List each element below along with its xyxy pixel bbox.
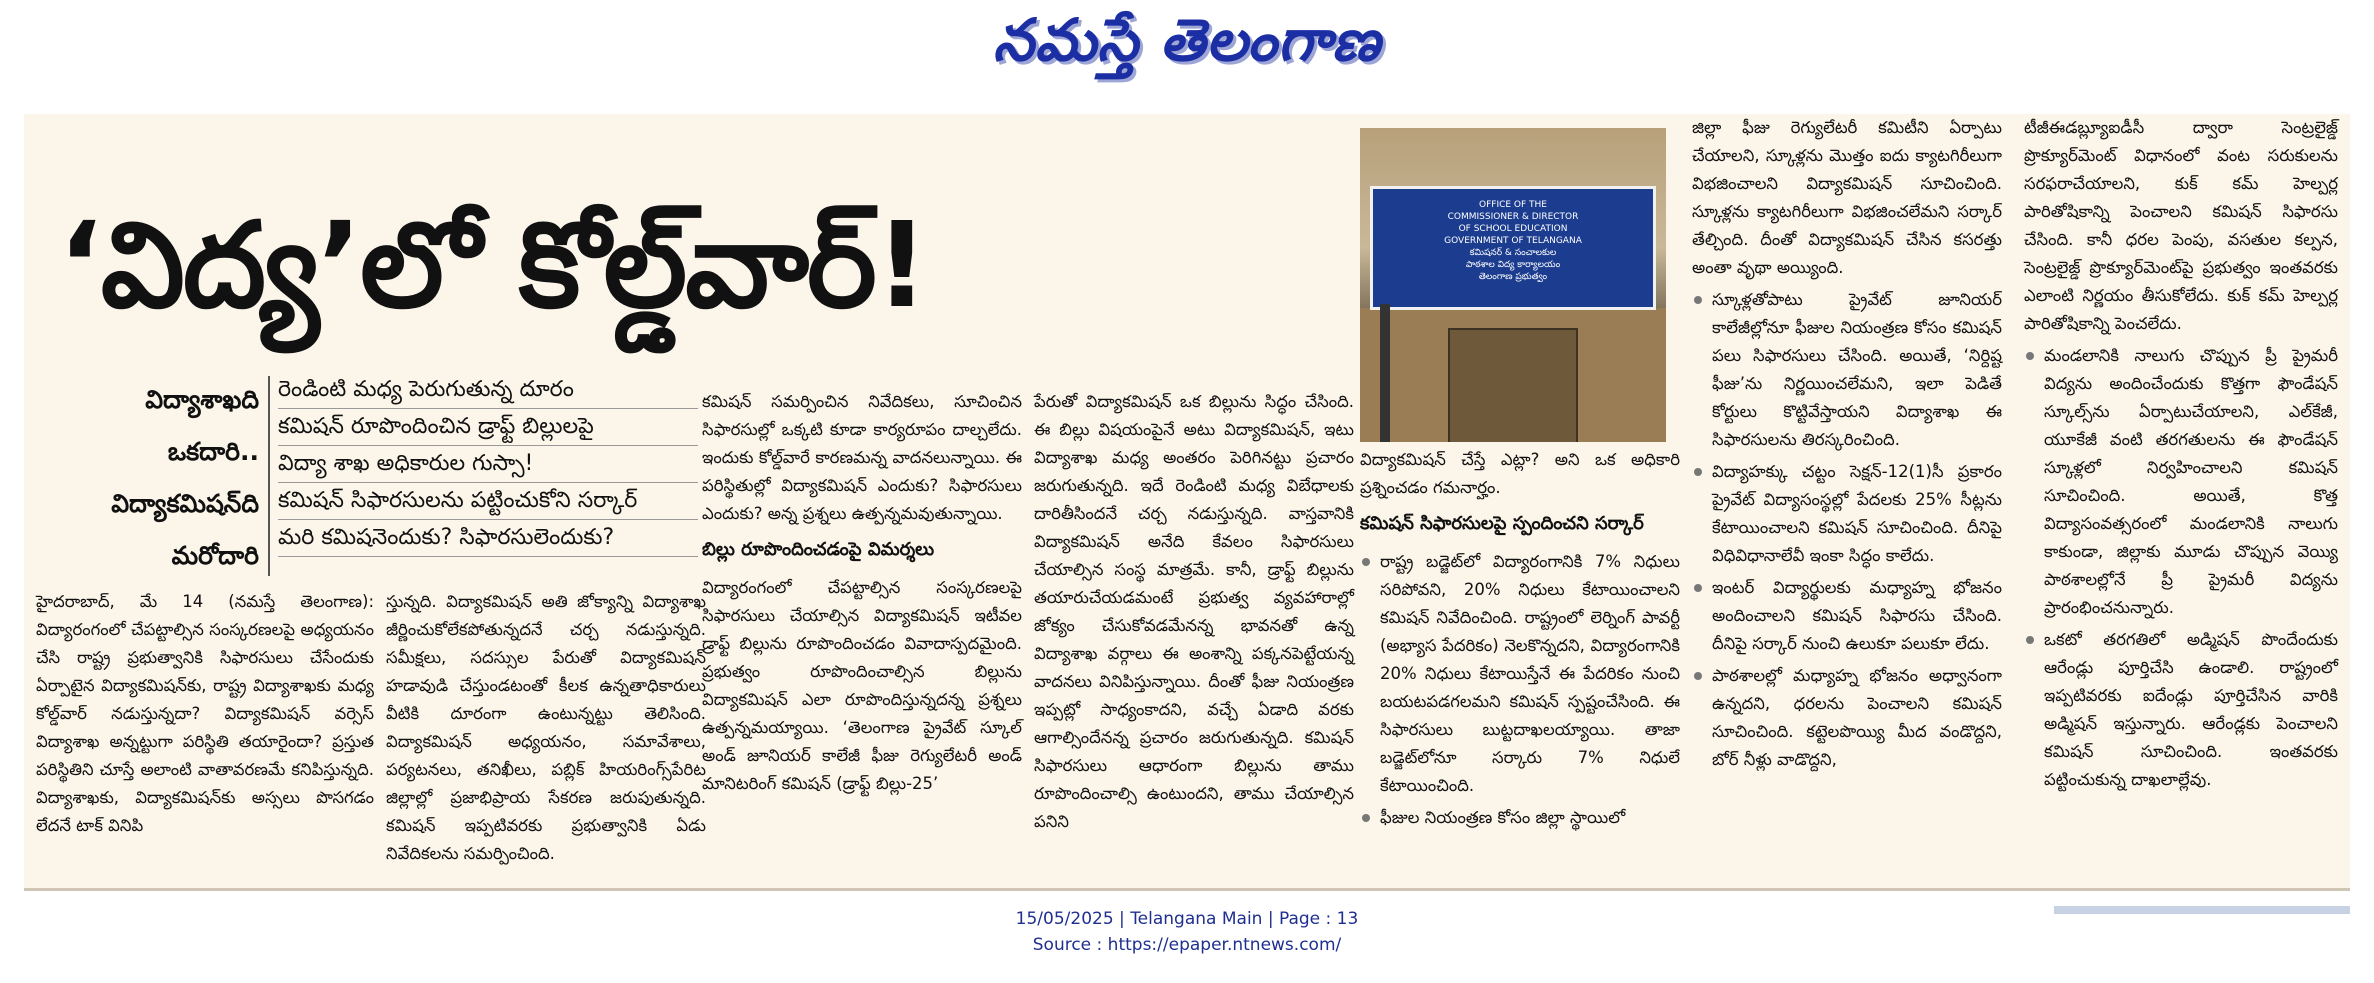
- bullet-point: ఫీజుల నియంత్రణ కోసం జిల్లా స్థాయిలో: [1360, 804, 1680, 832]
- footer-date-page: 15/05/2025 | Telangana Main | Page : 13: [1015, 909, 1359, 929]
- kicker-line: ఒకదారి..: [167, 437, 259, 466]
- article-column-3: [702, 388, 1022, 802]
- bullet-point: ఇంటర్ విద్యార్థులకు మధ్యాహ్న భోజనం అందించాలని కమిషన్ సిఫారసు చేసింది. దీనిపై సర్కార్ నుంచి ఉలుకూ పలుకూ లేదు.: [1692, 574, 2002, 658]
- photo-post: [1380, 304, 1390, 442]
- sign-text: కమిషనర్ & సంచాలకుల: [1469, 248, 1557, 258]
- bullet-point: రాష్ట్ర బడ్జెట్‌లో విద్యారంగానికి 7% నిధులు సరిపోవని, 20% నిధులు కేటాయించాలని కమిషన్ నివేదించింది. రాష్ట్రంలో లెర్నింగ్ పావర్టీ (అభ్యాస పేదరికం) నెలకొన్నదని, విద్యారంగానికి 20% నిధులు కేటాయిస్తేనే ఈ పేదరికం నుంచి బయటపడగలమని కమిషన్ స్పష్టంచేసింది. ఈ సిఫారసులు బుట్టదాఖలయ్యాయి. తాజా బడ్జెట్‌లోనూ సర్కారు 7% నిధులే కేటాయించింది.: [1360, 548, 1680, 800]
- article-paragraph: జిల్లా ఫీజు రెగ్యులేటరీ కమిటీని ఏర్పాటు చేయాలని, స్కూళ్లను మొత్తం ఐదు క్యాటగిరీలుగా విభజించాలని విద్యాకమిషన్ సూచించింది. స్కూళ్లను క్యాటగిరీలుగా విభజించలేమని సర్కార్ తేల్చింది. దీంతో విద్యాకమిషన్ చేసిన కసరత్తు అంతా వృథా అయ్యింది.: [1692, 118, 2002, 277]
- photo-door: [1448, 328, 1578, 442]
- subhead: కమిషన్ సిఫారసులను పట్టించుకోని సర్కార్: [278, 483, 698, 520]
- news-clipping: [24, 114, 2350, 891]
- subhead: కమిషన్ రూపొందించిన డ్రాఫ్ట్ బిల్లులపై: [278, 409, 698, 446]
- footer: [0, 906, 2374, 958]
- article-paragraph: టీజీఈడబ్ల్యూఐడీసీ ద్వారా సెంట్రలైజ్డ్ ప్రొక్యూర్‌మెంట్ విధానంలో వంట సరుకులను సరఫరాచేయాలని, కుక్ కమ్ హెల్పర్ల పారితోషికాన్ని పెంచాలని కమిషన్ సిఫారసు చేసింది. కానీ ధరల పెంపు, వసతుల కల్పన, సెంట్రలైజ్డ్ ప్రొక్యూర్‌మెంట్‌పై ప్రభుత్వం ఇంతవరకు ఎలాంటి నిర్ణయం తీసుకోలేదు. కుక్ కమ్ హెల్పర్ల పారితోషికాన్ని పెంచలేదు.: [2024, 118, 2338, 333]
- masthead: [0, 0, 2374, 112]
- subhead: విద్యా శాఖ అధికారుల గుస్సా!: [278, 446, 698, 483]
- subhead: మరి కమిషనెందుకు? సిఫారసులెందుకు?: [278, 520, 698, 557]
- article-column-1: [36, 588, 374, 844]
- section-heading: కమిషన్ సిఫారసులపై స్పందించని సర్కార్: [1360, 513, 1644, 534]
- subheads: [278, 372, 698, 557]
- headline: ‘విద్య’లో కోల్డ్‌వార్!: [58, 196, 927, 334]
- sign-text: OF SCHOOL EDUCATION: [1458, 224, 1568, 234]
- bullet-point: స్కూళ్లతోపాటు ప్రైవేట్ జూనియర్ కాలేజీల్లోనూ ఫీజుల నియంత్రణ కోసం కమిషన్ పలు సిఫారసులు చేసింది. అయితే, ‘నిర్దిష్ట ఫీజు’ను నిర్ణయించలేమని, ఇలా పెడితే కోర్టులు కొట్టివేస్తాయని విద్యాశాఖ ఈ సిఫారసులను తిరస్కరించింది.: [1692, 286, 2002, 454]
- sign-text: COMMISSIONER & DIRECTOR: [1447, 212, 1579, 222]
- bullet-point: విద్యాహక్కు చట్టం సెక్షన్-12(1)సీ ప్రకారం ప్రైవేట్ విద్యాసంస్థల్లో పేదలకు 25% సీట్లను కేటాయించాలని కమిషన్ సూచించింది. దీనిపై విధివిధానాలేవీ ఇంకా సిద్ధం కాలేదు.: [1692, 458, 2002, 570]
- article-paragraph: స్తున్నది. విద్యాకమిషన్ అతి జోక్యాన్ని విద్యాశాఖ జీర్ణించుకోలేకపోతున్నదనే చర్చ నడుస్తున్నది. సమీక్షలు, సదస్సుల పేరుతో విద్యాకమిషన్ హడావుడి చేస్తుండటంతో కీలక ఉన్నతాధికారులు వీటికి దూరంగా ఉంటున్నట్టు తెలిసింది. విద్యాకమిషన్ అధ్యయనం, సమావేశాలు, పర్యటనలు, తనిఖీలు, పబ్లిక్ హియరింగ్స్‌పేరిట జిల్లాల్లో ప్రజాభిప్రాయ సేకరణ జరుపుతున్నది. కమిషన్ ఇప్పటివరకు ప్రభుత్వానికి ఏడు నివేదికలను సమర్పించింది.: [386, 592, 706, 863]
- article-paragraph: హైదరాబాద్, మే 14 (నమస్తే తెలంగాణ): విద్యారంగంలో చేపట్టాల్సిన సంస్కరణలపై అధ్యయనం చేసి రాష్ట్ర ప్రభుత్వానికి సిఫారసులు చేసేందుకు ఏర్పాటైన విద్యాకమిషన్‌కు, రాష్ట్ర విద్యాశాఖకు మధ్య కోల్డ్‌వార్ నడుస్తున్నదా? విద్యాకమిషన్ వర్సెస్ విద్యాశాఖ అన్నట్టుగా పరిస్థితి తయారైందా? ప్రస్తుత పరిస్థితిని చూస్తే అలాంటి వాతావరణమే కనిపిస్తున్నది. విద్యాశాఖకు, విద్యాకమిషన్‌కు అస్సలు పొసగడం లేదనే టాక్ వినిపి: [36, 592, 374, 835]
- kicker-line: మరోదారి: [171, 541, 259, 570]
- article-column-6: [1692, 114, 2002, 778]
- kicker-line: విద్యాశాఖది: [145, 385, 259, 414]
- article-column-5: [1360, 446, 1680, 836]
- office-signboard-photo: [1360, 128, 1666, 442]
- subhead: రెండింటి మధ్య పెరుగుతున్న దూరం: [278, 372, 698, 409]
- article-column-2: [386, 588, 706, 872]
- sign-text: తెలంగాణ ప్రభుత్వం: [1478, 272, 1548, 282]
- bullet-point: పాఠశాలల్లో మధ్యాహ్న భోజనం అధ్వానంగా ఉన్నదని, ధరలను పెంచాలని కమిషన్ సూచించింది. కట్టెలపొయ్యి మీద వండొద్దని, బోర్ నీళ్లు వాడొద్దని,: [1692, 662, 2002, 774]
- sign-text: OFFICE OF THE: [1479, 200, 1547, 210]
- sign-text: GOVERNMENT OF TELANGANA: [1444, 236, 1582, 246]
- article-paragraph: విద్యారంగంలో చేపట్టాల్సిన సంస్కరణలపై సిఫారసులు చేయాల్సిన విద్యాకమిషన్ ఇటీవల డ్రాఫ్ట్ బిల్లును రూపొందించడం వివాదాస్పదమైంది. ప్రభుత్వం రూపొందించాల్సిన బిల్లును విద్యాకమిషన్ ఎలా రూపొందిస్తున్నదన్న ప్రశ్నలు ఉత్పన్నమయ్యాయి. ‘తెలంగాణ ప్రైవేట్ స్కూల్ అండ్ జూనియర్ కాలేజీ ఫీజు రెగ్యులేటరీ అండ్ మానిటరింగ్ కమిషన్ (డ్రాఫ్ట్ బిల్లు-25’: [702, 578, 1022, 793]
- article-paragraph: విద్యాకమిషన్ చేస్తే ఎట్లా? అని ఒక అధికారి ప్రశ్నించడం గమనార్హం.: [1360, 450, 1680, 497]
- bullet-point: మండలానికి నాలుగు చొప్పున ప్రీ ప్రైమరీ విద్యను అందించేందుకు కొత్తగా ఫౌండేషన్ స్కూల్స్‌ను ఏర్పాటుచేయాలని, ఎల్‌కేజీ, యూకేజీ వంటి తరగతులను ఈ ఫౌండేషన్ స్కూళ్లలో నిర్వహించాలని కమిషన్ సూచించింది. అయితే, కొత్త విద్యాసంవత్సరంలో మండలానికి నాలుగు కాకుండా, జిల్లాకు మూడు చొప్పున వెయ్యి పాఠశాలల్లోనే ప్రీ ప్రైమరీ విద్యను ప్రారంభించనున్నారు.: [2024, 342, 2338, 622]
- signboard: [1370, 186, 1656, 310]
- kicker: [64, 374, 259, 582]
- sign-text: పాఠశాల విద్య కార్యాలయం: [1465, 260, 1561, 270]
- footer-source: Source : https://epaper.ntnews.com/: [1032, 935, 1342, 955]
- section-heading: బిల్లు రూపొందించడంపై విమర్శలు: [702, 539, 935, 560]
- kicker-line: విద్యాకమిషన్‌ది: [111, 489, 259, 518]
- article-paragraph: కమిషన్ సమర్పించిన నివేదికలు, సూచించిన సిఫారసుల్లో ఒక్కటి కూడా కార్యరూపం దాల్చలేదు. ఇందుకు కోల్డ్‌వారే కారణమన్న వాదనలున్నాయి. ఈ పరిస్థితుల్లో విద్యాకమిషన్ ఎందుకు? సిఫారసులు ఎందుకు? అన్న ప్రశ్నలు ఉత్పన్నమవుతున్నాయి.: [702, 392, 1022, 523]
- article-column-7: [2024, 114, 2338, 798]
- kicker-divider: [268, 376, 270, 576]
- article-paragraph: పేరుతో విద్యాకమిషన్ ఒక బిల్లును సిద్ధం చేసింది. ఈ బిల్లు విషయంపైనే అటు విద్యాకమిషన్, ఇటు విద్యాశాఖ మధ్య అంతరం పెరిగినట్టు ప్రచారం జరుగుతున్నది. ఇదే రెండింటి మధ్య విబేధాలకు దారితీసిందనే చర్చ నడుస్తున్నది. వాస్తవానికి విద్యాకమిషన్ అనేది కేవలం సిఫారసులు చేయాల్సిన సంస్థ మాత్రమే. కానీ, డ్రాఫ్ట్ బిల్లును తయారుచేయడమంటే ప్రభుత్వ వ్యవహారాల్లో జోక్యం చేసుకోవడమేనన్న భావనతో ఉన్న విద్యాశాఖ వర్గాలు ఈ అంశాన్ని పక్కనపెట్టేయన్న వాదనలు వినిపిస్తున్నాయి. దీంతో ఫీజు నియంత్రణ ఇప్పట్లో సాధ్యంకాదని, వచ్చే ఏడాది వరకు ఆగాల్సిందేనన్న ప్రచారం జరుగుతున్నది. కమిషన్ సిఫారసులు ఆధారంగా బిల్లును తాము రూపొందించాల్సి ఉంటుందని, తాము చేయాల్సిన పనిని: [1034, 392, 1354, 831]
- article-column-4: [1034, 388, 1354, 840]
- bullet-point: ఒకటో తరగతిలో అడ్మిషన్ పొందేందుకు ఆరేండ్లు పూర్తిచేసి ఉండాలి. రాష్ట్రంలో ఇప్పటివరకు ఐదేండ్లు పూర్తిచేసిన వారికి అడ్మిషన్ ఇస్తున్నారు. ఆరేండ్లకు పెంచాలని కమిషన్ సూచించింది. ఇంతవరకు పట్టించుకున్న దాఖలాల్లేవు.: [2024, 626, 2338, 794]
- masthead-logo-text: నమస్తే తెలంగాణ: [993, 6, 1381, 74]
